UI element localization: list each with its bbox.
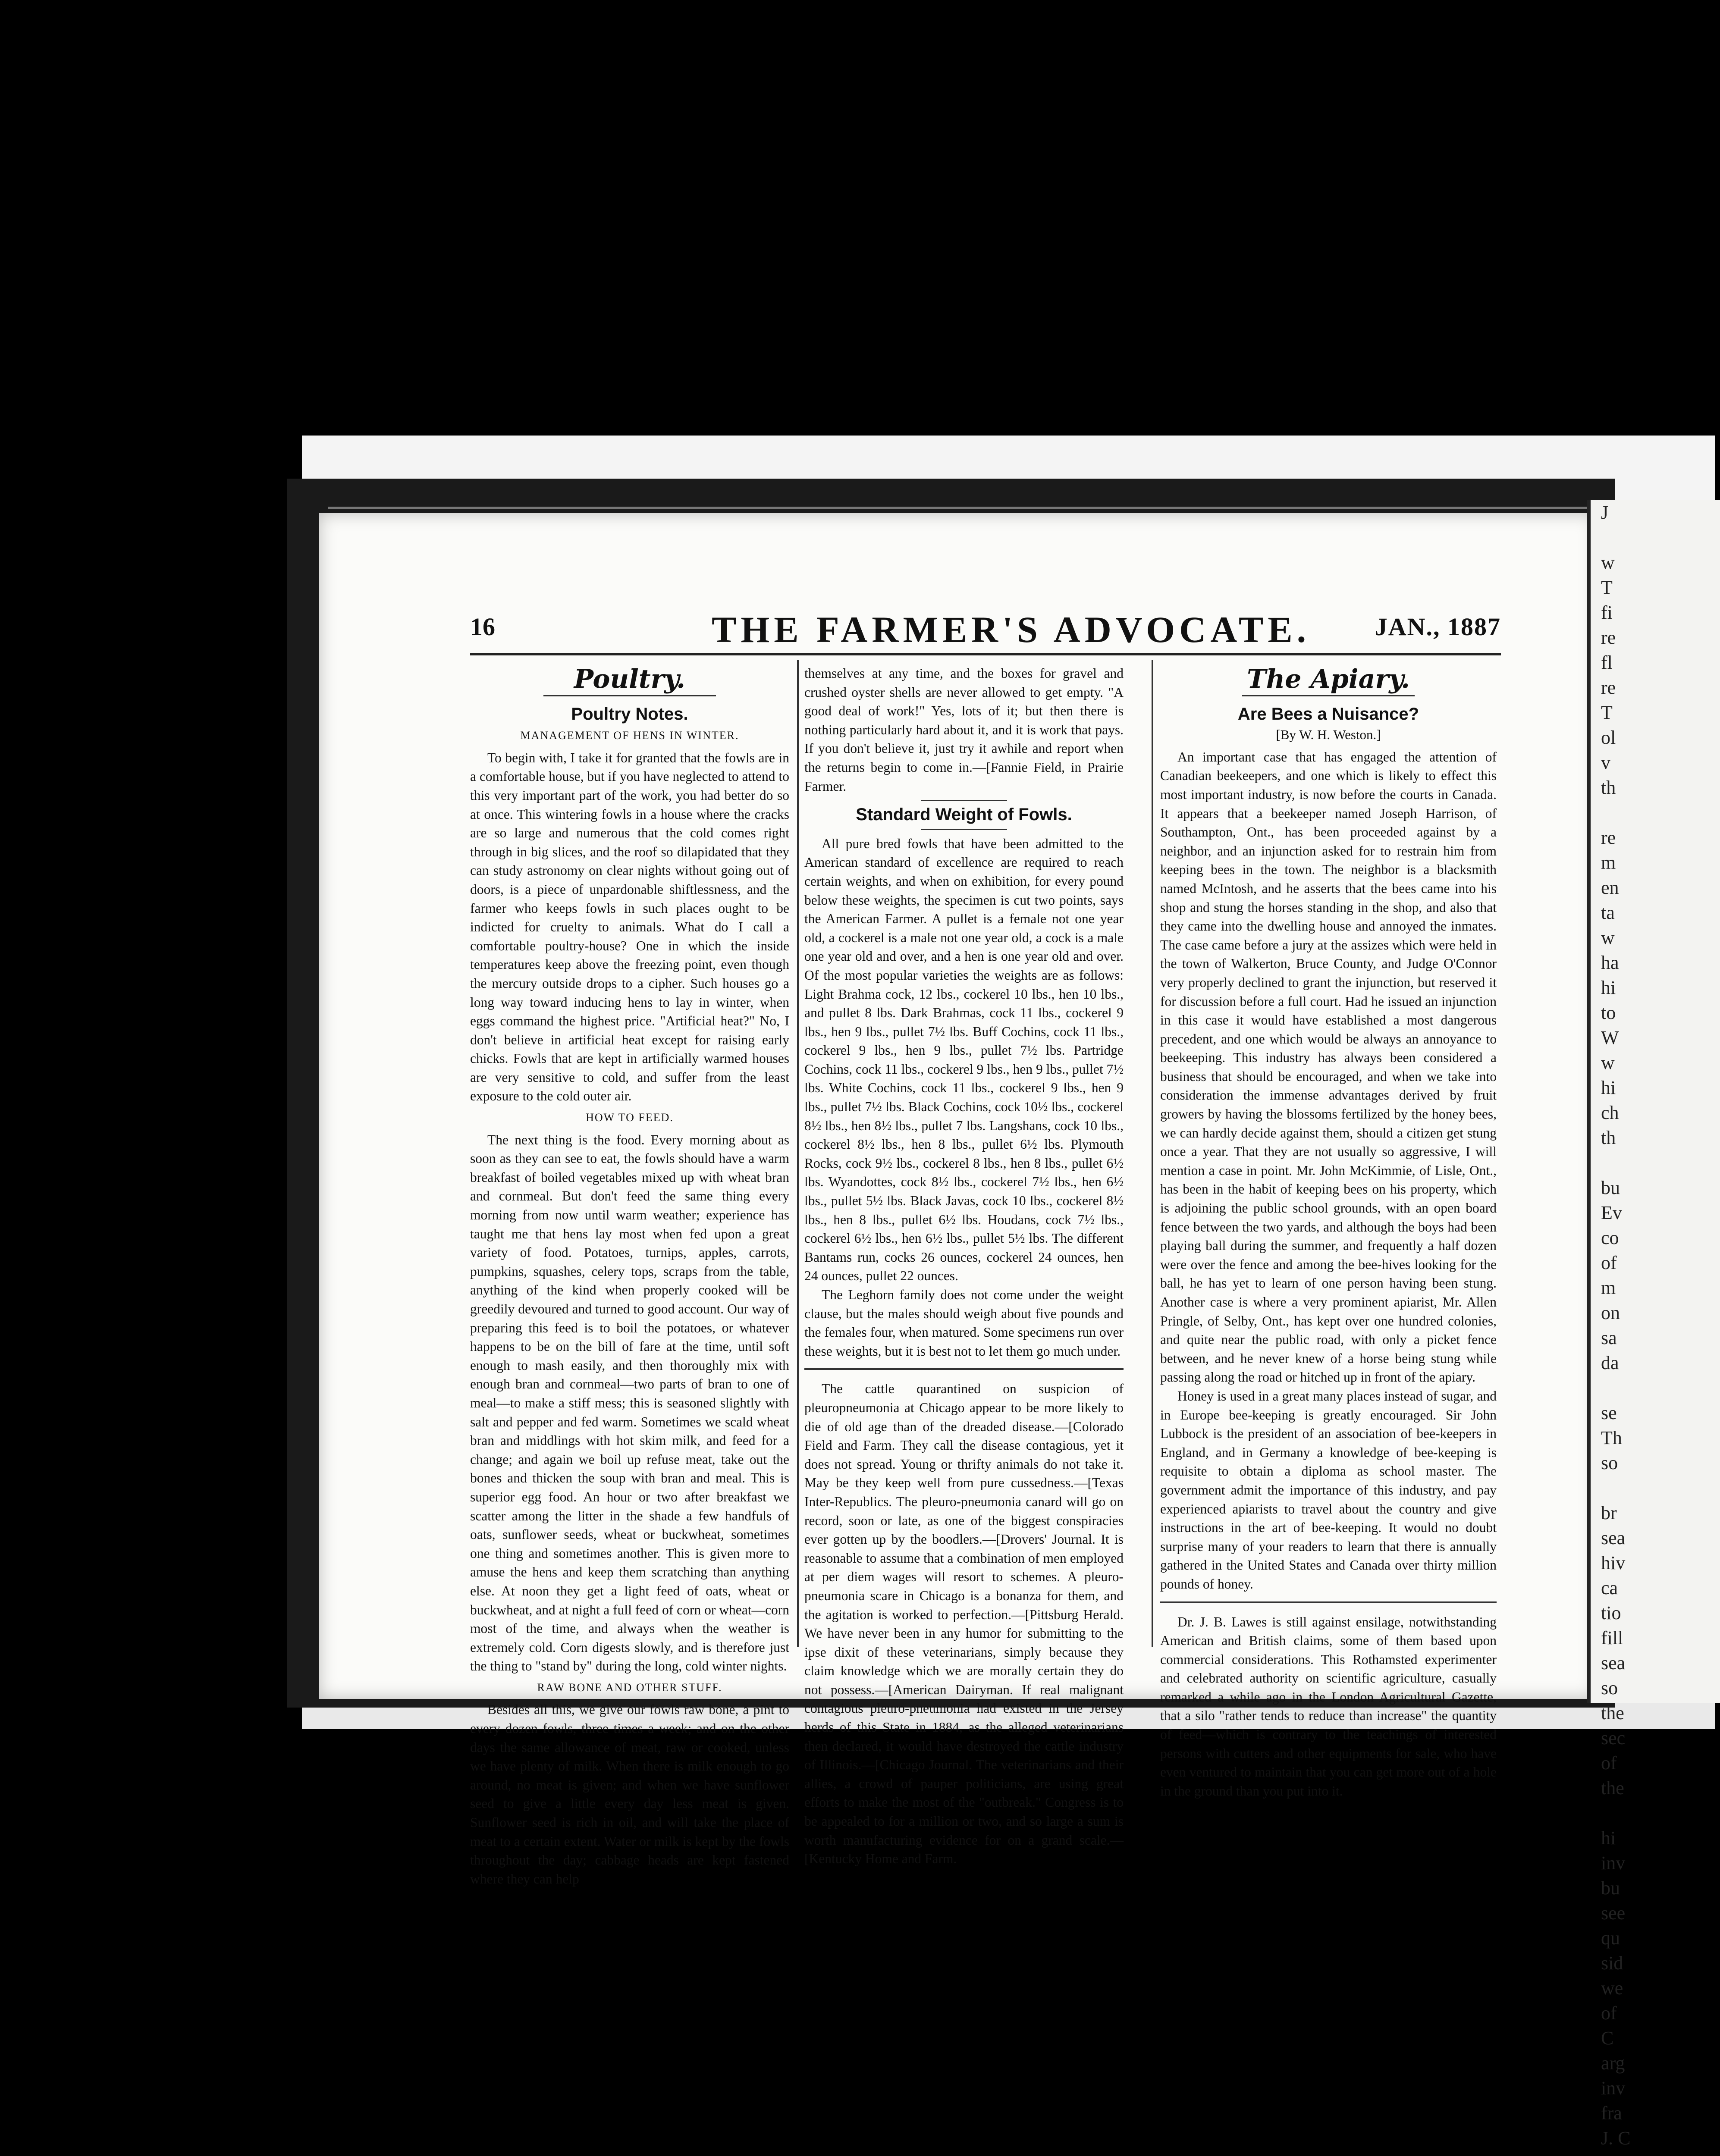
article-paragraph: All pure bred fowls that have been admitted to the American standard of excellence are required to reach certain weights, and when on exhibition, for every pound below these weights, the specimen is cut two points, says the American Farmer. A pullet is a female not one year old, a cockerel is a male not one year old, a cock is a male one year old and over, and a hen is one year old and over. Of the most popular varieties the weights are as follows: Light Brahma cock, 12 lbs., cockerel 10 lbs., hen 10 lbs., and pullet 8 lbs. Dark Brahmas, cock 11 lbs., cockerel 9 lbs., hen 9 lbs., pullet 7½ lbs. Buff Cochins, cock 11 lbs., cockerel 9 lbs., hen 9 lbs., pullet 7½ lbs. Partridge Cochins, cock 11 lbs., cockerel 9 lbs., hen 9 lbs., pullet 7½ lbs. White Cochins, cock 11 lbs., cockerel 9 lbs., hen 9 lbs., pullet 7½ lbs. Black Cochins, cock 10½ lbs., cockerel 8½ lbs., hen 8½ lbs., pullet 7 lbs. Langshans, cock 10 lbs., cockerel 8½ lbs., hen 8 lbs., pullet 6½ lbs. Plymouth Rocks, cock 9½ lbs., cockerel 8 lbs., hen 8 lbs., pullet 6½ lbs. Wyandottes, cock 8½ lbs., cockerel 7½ lbs., hen 6½ lbs., pullet 5½ lbs. Black Javas, cock 10 lbs., cockerel 8½ lbs., hen 8 lbs., pullet 6½ lbs. Houdans, cock 7½ lbs., cockerel 6½ lbs., hen 6½ lbs., pullet 5½ lbs. The different Bantams run, cocks 26 ounces, cockerel 24 ounces, hen 24 ounces, pullet 22 ounces. bbox=[804, 836, 1124, 1284]
article-separator bbox=[1160, 1601, 1497, 1603]
newspaper-title: THE FARMER'S ADVOCATE. bbox=[712, 609, 1311, 650]
department-heading: Poultry. bbox=[574, 664, 686, 694]
article-heading: Poultry Notes. bbox=[571, 704, 688, 724]
article-heading: Standard Weight of Fowls. bbox=[856, 805, 1072, 824]
article-paragraph: themselves at any time, and the boxes for gravel and crushed oyster shells are never allowed to get empty. "A good deal of work!" Yes, lots of it; but then there is nothing particularly hard about it, and it is work that pays. If you don't believe it, just try it awhile and report when the returns begin to come in.—[Fannie Field, in Prairie Farmer. bbox=[804, 666, 1124, 794]
article-byline: [By W. H. Weston.] bbox=[1276, 727, 1381, 743]
article-paragraph: An important case that has engaged the attention of Canadian beekeepers, and one which is likely to effect this most important industry, is now before the courts in Canada. It appears that a beekeeper named Joseph Harrison, of Southampton, Ont., has been proceeded against by a neighbor, and an injunction asked for to restrain him from keeping bees in the town. The neighbor is a blacksmith named McIntosh, and he asserts that the bees came into his shop and stung the horses standing in the shop, and also that they came into the dwelling house and annoyed the inmates. The case came before a jury at the assizes which were held in the town of Walkerton, Bruce County, and Judge O'Connor very properly declined to grant the injunction, but reserved it for discussion before a full court. Had he issued an injunction in this case it would have established a most dangerous precedent, and one which would be always an annoyance to beekeeping. This industry has always been considered a business that should be encouraged, and when we take into consideration the immense advantages derived by fruit growers by having the blossoms fertilized by the honey bees, we can hardly decide against them, should a citizen get stung once a year. That they are not usually so aggressive, I will mention a case in point. Mr. John McKimmie, of Lisle, Ont., has been in the habit of keeping bees on his property, which is adjoining the public school grounds, with an open board fence between the two yards, and although the boys had been playing ball during the summer, and frequently a half dozen were over the fence and among the bee-hives looking for the ball, he has yet to learn of one person having been stung. Another case is where a very prominent apiarist, Mr. Allen Pringle, of Selby, Ont., has kept over one hundred colonies, and quite near the public road, with only a picket fence between, and he never knew of a horse being stung while passing along the road or hitched up in front of the apiary. bbox=[1160, 749, 1497, 1385]
article-paragraph: Besides all this, we give our fowls raw bone, a pint to every dozen fowls, three times a week; and on the other days the same allowance of meat, raw or cooked, unless we have plenty of milk. When there is milk enough to go around, no meat is given; and when we have sunflower seed to give a little every day less meat is given. Sunflower seed is rich in oil, and will take the place of meat to a certain extent. Water or milk is kept by the fowls throughout the day; cabbage heads are kept fastened where they can help bbox=[470, 1702, 789, 1887]
article-subheading: MANAGEMENT OF HENS IN WINTER. bbox=[520, 729, 739, 742]
column-divider bbox=[797, 660, 799, 1647]
page-number: 16 bbox=[470, 613, 495, 641]
section-rule bbox=[921, 829, 1007, 830]
column-middle bbox=[804, 664, 1124, 1867]
department-heading: The Apiary. bbox=[1247, 664, 1410, 694]
facing-page-text: J w T fi re fl re T ol v th re m en ta w ha hi to W w hi ch th bu Ev co of m on sa da se Th so br sea hiv ca tio fill sea so the sec of the hi inv bu see qu sid we of C arg inv fra J. C bbox=[1601, 502, 1631, 2149]
masthead-rule bbox=[470, 653, 1501, 655]
article-paragraph: The next thing is the food. Every morning about as soon as they can see to eat, the fowls should have a warm breakfast of boiled vegetables mixed up with wheat bran and cornmeal. But don't feed the same thing every morning from now until warm weather; experience has taught me that hens lay most when fed upon a great variety of food. Potatoes, turnips, apples, carrots, pumpkins, squashes, celery tops, scraps from the table, anything of the kind when properly cooked will be greedily devoured and turned to good account. Our way of preparing this feed is to boil the potatoes, or whatever happens to be on the bill of fare at the time, until soft enough to mash easily, and then thoroughly mix with enough bran and cornmeal—two parts of bran to one of meal—to make a stiff mess; this is seasoned slightly with salt and pepper and fed warm. Sometimes we scald wheat bran and middlings with hot skim milk, and feed for a change; and again we boil up refuse meat, take out the bones and thicken the soup with bran and meal. This is superior egg food. An hour or two after breakfast we scatter among the litter in the shade a few handfuls of oats, sunflower seeds, wheat or buckwheat, sometimes one thing and sometimes another. This is given more to amuse the hens and keep them scratching than anything else. At noon they get a light feed of oats, wheat or buckwheat, and at night a full feed of corn or wheat—corn most of the time, and always when the weather is extremely cold. Corn digests slowly, and is therefore just the thing to "stand by" during the long, cold winter nights. bbox=[470, 1132, 789, 1674]
article-paragraph: Honey is used in a great many places instead of sugar, and in Europe bee-keeping is greatly encouraged. Sir John Lubbock is the president of an association of bee-keepers in England, and in Germany a knowledge of bee-keeping is requisite to obtain a diploma as school master. The government admit the importance of this industry, and pay experienced apiarists to travel about the country and give instructions in the art of bee-keeping. It would no doubt surprise many of your readers to learn that there is annually gathered in the United States and Canada over thirty million pounds of honey. bbox=[1160, 1388, 1497, 1592]
issue-date: JAN., 1887 bbox=[1375, 613, 1501, 641]
article-subheading: RAW BONE AND OTHER STUFF. bbox=[537, 1681, 722, 1694]
article-paragraph: To begin with, I take it for granted that the fowls are in a comfortable house, but if you have neglected to attend to this very important part of the work, you had better do so at once. This wintering fowls in a house where the cracks are so large and numerous that the cold comes right through in big slices, and the roof so dilapidated that they can study astronomy on clear nights without going out of doors, is a piece of unpardonable shiftlessness, and the farmer who keeps fowls in such places ought to be indicted for cruelty to animals. What do I call a comfortable poultry-house? One in which the inside temperatures keep above the freezing point, even though the mercury outside drops to a cipher. Such houses go a long way toward inducing hens to lay in winter, when eggs command the highest price. "Artificial heat?" No, I don't believe in artificial heat except for raising early chicks. Fowls that are kept in artificially warmed houses are very sensitive to cold, and suffer from the least exposure to the cold outer air. bbox=[470, 750, 789, 1104]
article-heading: Are Bees a Nuisance? bbox=[1237, 704, 1419, 724]
masthead bbox=[470, 608, 1501, 650]
column-poultry bbox=[470, 664, 789, 1887]
column-divider bbox=[1152, 660, 1153, 1647]
article-paragraph: Dr. J. B. Lawes is still against ensilage, notwithstanding American and British claims, some of them based upon commercial considerations. This Rothamsted experimenter and celebrated authority on scientific agriculture, casually remarked a while ago in the London Agricultural Gazette, that a silo "rather tends to reduce than increase" the quantity of feed—which is contrary to the teachings of interested persons with cutters and other equipments for sale, who have even ventured to maintain that you can get more out of a hole in the ground than you put into it. bbox=[1160, 1614, 1497, 1799]
article-paragraph: The Leghorn family does not come under the weight clause, but the males should weigh about five pounds and the females four, when matured. Some specimens run over these weights, but it is best not to let them go much under. bbox=[804, 1287, 1124, 1359]
department-rule bbox=[543, 695, 716, 696]
article-separator bbox=[804, 1368, 1124, 1370]
facing-page-fragment bbox=[1587, 500, 1720, 2149]
article-paragraph: The cattle quarantined on suspicion of pleuropneumonia at Chicago appear to be more likely to die of old age than of the dreaded disease.—[Colorado Field and Farm. They call the disease contagious, yet it does not spread. Young or thrifty animals do not take it. May be they keep well from pure cussedness.—[Texas Inter-Republics. The pleuro-pneumonia canard will go on record, soon or late, as one of the biggest conspiracies ever gotten up by the boodlers.—[Drovers' Journal. It is reasonable to assume that a combination of men employed at per diem wages will resort to schemes. A pleuro-pneumonia scare in Chicago is a bonanza for them, and the agitation is worked to perfection.—[Pittsburg Herald. We have never been in any humor for submitting to the ipse dixit of these veterinarians, simply because they claim knowledge which we are morally certain they do not possess.—[American Dairyman. If real malignant contagious pleuro-pneumonia had existed in the Jersey herds of this State in 1884, as the alleged veterinarians then declared, it would have destroyed the cattle industry of Illinois.—[Chicago Journal. The veterinarians and their allies, a crowd of pauper politicians, are using great efforts to make the most of the "outbreak." Congress is to be appealed to for a million or two, and so large a sum is worth manufacturing evidence for on a grand scale.—[Kentucky Home and Farm. bbox=[804, 1381, 1124, 1867]
column-apiary bbox=[1160, 664, 1497, 1799]
section-rule bbox=[921, 800, 1007, 801]
article-subheading: HOW TO FEED. bbox=[586, 1111, 674, 1124]
department-rule bbox=[1242, 695, 1415, 696]
